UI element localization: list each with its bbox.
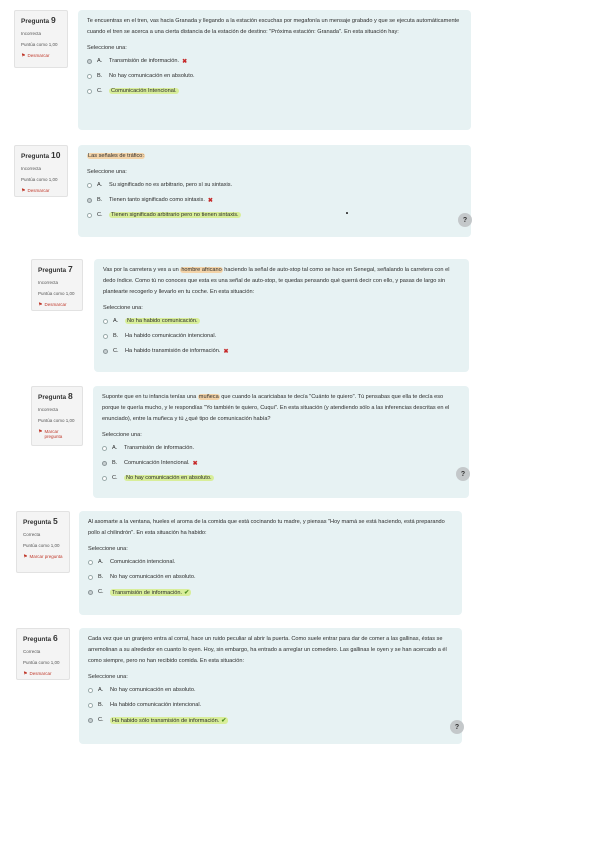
help-button[interactable]: ? <box>458 213 472 227</box>
radio-button[interactable] <box>102 476 107 481</box>
incorrect-icon: ✖ <box>207 197 213 204</box>
question-text: Al asomarte a la ventana, hueles el aroma de la comida que está cocinando tu madre, y piensas "Hoy mamá se está haciendo, está preparando pollo al chilindrón". En esta situación ha habido: <box>88 519 445 536</box>
radio-button[interactable] <box>88 575 93 580</box>
answer-option[interactable]: C. No hay comunicación en absoluto. <box>102 471 460 486</box>
radio-button[interactable] <box>87 74 92 79</box>
question-number: Pregunta 5 <box>23 516 58 526</box>
answer-option[interactable]: C. Comunicación Intencional. <box>87 84 462 99</box>
question-state: Incorrecta <box>38 407 59 412</box>
correct-answer-highlight: Transmisión de información. ✔ <box>112 589 190 596</box>
question-state: Correcta <box>23 532 41 537</box>
radio-button[interactable] <box>87 183 92 188</box>
flag-toggle[interactable]: ⚑ Marcar pregunta <box>23 554 63 560</box>
answer-option[interactable]: B. Comunicación Intencional. ✖ <box>102 456 460 471</box>
flag-icon: ⚑ <box>38 302 43 308</box>
question-content <box>78 10 471 130</box>
question-grade: Puntúa como 1,00 <box>21 177 58 182</box>
question-text: Las señales de tráfico: <box>88 153 144 159</box>
question-content <box>93 386 469 498</box>
flag-icon: ⚑ <box>23 671 28 677</box>
flag-icon: ⚑ <box>21 188 26 194</box>
flag-toggle[interactable]: ⚑ Desmarcar <box>23 671 52 677</box>
question-text: Suponte que en tu infancia tenías una muñeca que cuando la acariciabas te decía "Cuánto te quiero". Tú pensabas que ella te decía eso porque te quería mucho, y le respondías "Yo también te quiero, Cuqui". En esta situación (y atendiendo sólo a las inferencias descritas en el enunciado), entre la muñeca y tú ¿qué tipo de comunicación había? <box>102 394 450 422</box>
answer-prompt: Seleccione una: <box>102 431 142 438</box>
flag-toggle[interactable]: ⚑ Desmarcar <box>38 302 67 308</box>
answer-option[interactable]: A. Transmisión de información. <box>102 441 460 456</box>
answer-prompt: Seleccione una: <box>87 44 127 51</box>
question-info <box>31 259 83 311</box>
answer-option[interactable]: C. Transmisión de información. ✔ <box>88 585 453 600</box>
flag-toggle[interactable]: ⚑ Desmarcar <box>21 53 50 59</box>
help-button[interactable]: ? <box>456 467 470 481</box>
question-text: Te encuentras en el tren, vas hacia Granada y llegando a la estación escuchas por megafonía un mensaje grabado y que se ejecuta automáticamente cuando el tren se acerca a una cierta distancia de la estación de destino: "Próxima estación: Granada". En esta situación hay: <box>87 18 460 35</box>
answer-option[interactable]: A. No hay comunicación en absoluto. <box>88 683 453 698</box>
answer-option[interactable]: C. Ha habido transmisión de información. ✖ <box>103 344 460 359</box>
flag-toggle[interactable]: ⚑ Marcar pregunta <box>38 429 63 439</box>
radio-button[interactable] <box>102 446 107 451</box>
radio-button[interactable] <box>88 590 93 595</box>
question-content <box>94 259 469 372</box>
correct-answer-highlight: Tienen significado arbitrario pero no tienen sintaxis. <box>111 212 239 219</box>
radio-button[interactable] <box>102 461 107 466</box>
question-grade: Puntúa como 1,00 <box>23 660 60 665</box>
radio-button[interactable] <box>87 198 92 203</box>
answer-option[interactable]: A. No ha habido comunicación. <box>103 314 460 329</box>
question-content <box>78 145 471 237</box>
question-text: Vas por la carretera y ves a un hombre africano haciendo la señal de auto-stop tal como se hace en Senegal, señalando la carretera con el dedo índice. Como tú no conoces que esta es una señal de auto-stop, te quedas pensando qué querrá decir con ello, y pasas de largo sin plantearte recogerlo y llevarlo en tu coche. En esta situación: <box>103 267 450 295</box>
question-info <box>16 511 70 573</box>
answer-option[interactable]: B. No hay comunicación en absoluto. <box>88 570 453 585</box>
question-info <box>16 628 70 680</box>
answer-option[interactable]: B. No hay comunicación en absoluto. <box>87 69 462 84</box>
answer-option[interactable]: B. Tienen tanto significado como sintaxis. ✖ <box>87 193 462 208</box>
answer-option[interactable]: A. Transmisión de información. ✖ <box>87 54 462 69</box>
check-icon: ✔ <box>184 589 190 596</box>
flag-icon: ⚑ <box>38 429 43 435</box>
radio-button[interactable] <box>103 334 108 339</box>
radio-button[interactable] <box>88 703 93 708</box>
flag-icon: ⚑ <box>21 53 26 59</box>
correct-answer-highlight: No ha habido comunicación. <box>127 318 198 325</box>
radio-button[interactable] <box>88 688 93 693</box>
correct-answer-highlight: Ha habido sólo transmisión de información. ✔ <box>112 717 227 724</box>
radio-button[interactable] <box>88 560 93 565</box>
question-info <box>14 145 68 197</box>
answer-prompt: Seleccione una: <box>88 673 128 680</box>
question-number: Pregunta 7 <box>38 264 73 274</box>
radio-button[interactable] <box>87 213 92 218</box>
correct-answer-highlight: No hay comunicación en absoluto. <box>126 475 212 482</box>
question-info <box>14 10 68 68</box>
radio-button[interactable] <box>88 718 93 723</box>
incorrect-icon: ✖ <box>182 58 188 65</box>
answer-option[interactable]: C. Tienen significado arbitrario pero no tienen sintaxis. <box>87 208 462 223</box>
incorrect-icon: ✖ <box>223 348 229 355</box>
answer-prompt: Seleccione una: <box>103 304 143 311</box>
question-grade: Puntúa como 1,00 <box>23 543 60 548</box>
incorrect-icon: ✖ <box>192 460 198 467</box>
radio-button[interactable] <box>87 59 92 64</box>
question-state: Incorrecta <box>38 280 59 285</box>
answer-option[interactable]: B. Ha habido comunicación intencional. <box>88 698 453 713</box>
question-info <box>31 386 83 446</box>
stray-dot <box>346 212 348 214</box>
radio-button[interactable] <box>103 319 108 324</box>
question-grade: Puntúa como 1,00 <box>21 42 58 47</box>
correct-answer-highlight: Comunicación Intencional. <box>111 88 177 95</box>
question-content <box>79 628 462 744</box>
answer-option[interactable]: C. Ha habido sólo transmisión de información. ✔ <box>88 713 453 728</box>
question-number: Pregunta 9 <box>21 15 56 25</box>
radio-button[interactable] <box>87 89 92 94</box>
question-grade: Puntúa como 1,00 <box>38 291 75 296</box>
check-icon: ✔ <box>221 717 227 724</box>
question-state: Incorrecta <box>21 31 42 36</box>
answer-option[interactable]: B. Ha habido comunicación intencional. <box>103 329 460 344</box>
question-state: Incorrecta <box>21 166 42 171</box>
question-number: Pregunta 6 <box>23 633 58 643</box>
question-state: Correcta <box>23 649 41 654</box>
question-number: Pregunta 8 <box>38 391 73 401</box>
flag-toggle[interactable]: ⚑ Desmarcar <box>21 188 50 194</box>
flag-icon: ⚑ <box>23 554 28 560</box>
question-content <box>79 511 462 615</box>
answer-prompt: Seleccione una: <box>87 168 127 175</box>
question-grade: Puntúa como 1,00 <box>38 418 75 423</box>
answer-option[interactable]: A. Su significado no es arbitrario, pero sí su sintaxis. <box>87 178 462 193</box>
radio-button[interactable] <box>103 349 108 354</box>
answer-prompt: Seleccione una: <box>88 545 128 552</box>
question-text: Cada vez que un granjero entra al corral, hace un ruido peculiar al abrir la puerta. Como suele entrar para dar de comer a las gallinas, éstas se arremolinan a su alrededor en cuanto lo oyen. Hoy, sin embargo, ha entrado a arreglar un comedero. Las gallinas le oyen y se han acercado a él como siempre, pero no han recibido comida. En esta situación: <box>88 636 447 664</box>
question-number: Pregunta 10 <box>21 150 61 160</box>
help-button[interactable]: ? <box>450 720 464 734</box>
answer-option[interactable]: A. Comunicación intencional. <box>88 555 453 570</box>
